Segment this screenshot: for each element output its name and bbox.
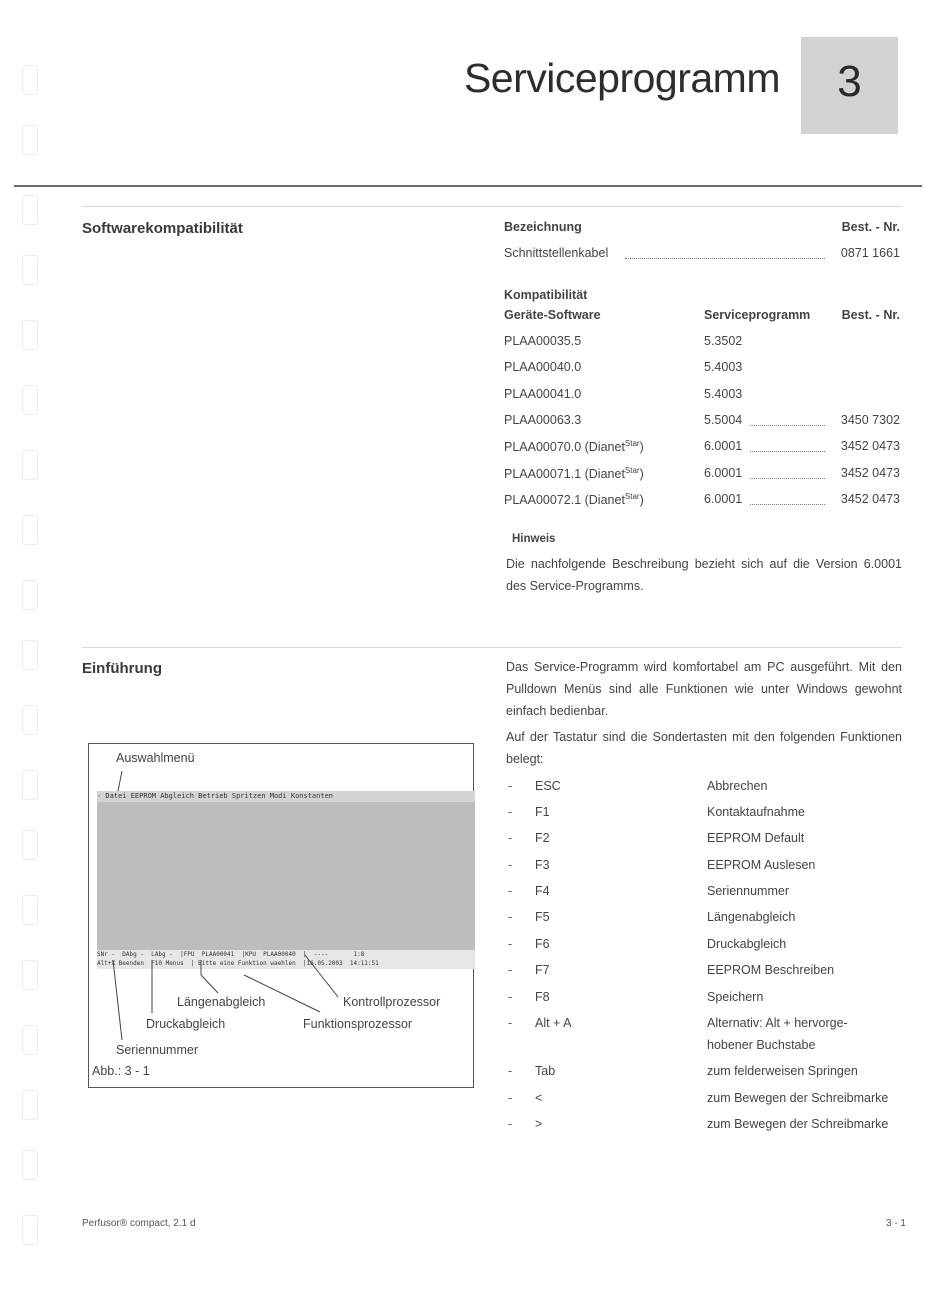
key-description: zum Bewegen der Schreibmarke [707,1117,889,1131]
row-software: PLAA00041.0 [504,387,582,401]
key-description: EEPROM Beschreiben [707,963,835,977]
list-dash: - [508,805,513,819]
list-dash: - [508,990,513,1004]
row-number: 3452 0473 [840,466,900,480]
row-number: 3452 0473 [840,492,900,506]
key-name: F5 [535,910,550,924]
label-funktionsprozessor: Funktionsprozessor [303,1017,413,1031]
list-dash: - [508,937,513,951]
list-dash: - [508,858,513,872]
key-name: F2 [535,831,550,845]
label-laengenabgleich: Längenabgleich [177,995,266,1009]
section-heading-compat: Softwarekompatibilität [82,220,243,237]
key-name: F8 [535,990,550,1004]
intro-paragraph-1: Das Service-Programm wird komfortabel am PC ausgeführt. Mit den Pulldown Menüs sind alle Funktionen wie unter Windows gewohnt einfach bedienbar. [506,660,902,718]
row-version: 6.0001 [704,466,743,480]
cable-number: 0871 1661 [840,246,900,260]
hint-text: Die nachfolgende Beschreibung bezieht sich auf die Version 6.0001 des Service-Programms. [506,557,902,593]
kompat-label: Kompatibilität [504,288,588,302]
row-number: 3452 0473 [840,439,900,453]
row-version: 5.4003 [704,360,743,374]
row-software: PLAA00072.1 (Dianet$^{Star}$) [504,492,644,508]
page-title: Serviceprogramm [463,55,780,101]
list-dash: - [508,1091,513,1105]
row-software: PLAA00035.5 [504,334,582,348]
col-header-bezeichnung: Bezeichnung [504,220,582,234]
leader-line [118,771,122,791]
list-dash: - [508,779,513,793]
list-dash: - [508,884,513,898]
key-name: F6 [535,937,550,951]
key-description: EEPROM Auslesen [707,858,816,872]
leader-line [244,975,320,1012]
leader-line [113,960,122,1040]
leader-line [201,975,218,993]
hint-title: Hinweis [512,533,556,545]
col-header-best-nr: Best. - Nr. [841,220,900,234]
list-dash: - [508,963,513,977]
key-description: Druckabgleich [707,937,787,951]
row-version: 6.0001 [704,439,743,453]
section-heading-intro: Einführung [82,660,162,677]
col-header-geraete: Geräte-Software [504,308,601,322]
key-name: Alt + A [535,1016,572,1030]
key-description: Kontaktaufnahme [707,805,805,819]
key-description: EEPROM Default [707,831,805,845]
col-header-best-nr-2: Best. - Nr. [841,308,900,322]
row-software: PLAA00070.0 (Dianet$^{Star}$) [504,439,644,455]
row-software: PLAA00040.0 [504,360,582,374]
list-dash: - [508,1117,513,1131]
label-seriennummer: Seriennummer [116,1043,198,1057]
key-description: Speichern [707,990,764,1004]
footer-page-number: 3 - 1 [885,1218,906,1229]
chapter-number: 3 [837,57,862,106]
key-description: zum Bewegen der Schreibmarke [707,1091,889,1105]
key-name: ESC [535,779,561,793]
key-name: > [535,1117,543,1131]
program-menubar: - Datei EEPROM Abgleich Betrieb Spritzen Modi Konstanten [97,791,475,802]
row-version: 5.3502 [704,334,743,348]
key-name: F1 [535,805,550,819]
row-number: 3450 7302 [840,413,900,427]
row-software: PLAA00071.1 (Dianet$^{Star}$) [504,466,644,482]
label-druckabgleich: Druckabgleich [146,1017,226,1031]
list-dash: - [508,910,513,924]
key-description: Längenabgleich [707,910,796,924]
label-kontrollprozessor: Kontrollprozessor [343,995,441,1009]
row-software: PLAA00063.3 [504,413,582,427]
footer-product: Perfusor® compact, 2.1 d [82,1218,196,1229]
status-line: Alt+X Beenden F10 Menus | Bitte eine Funktion waehlen |16.05.2003 14:11:51 [97,960,379,967]
status-line: SNr - DAbg - LAbg - |FPU PLAA00041 |KPU PLAA00040 | ---- 1:8 [97,951,365,958]
key-description-cont: hobener Buchstabe [707,1038,816,1052]
row-version: 5.5004 [704,413,743,427]
key-name: F7 [535,963,550,977]
leader-line [305,955,338,997]
key-name: F4 [535,884,550,898]
col-header-serviceprogramm: Serviceprogramm [704,308,811,322]
key-description: zum felderweisen Springen [707,1064,858,1078]
intro-paragraph-2: Auf der Tastatur sind die Sondertasten mit den folgenden Funktionen belegt: [506,730,902,766]
list-dash: - [508,831,513,845]
key-description: Alternativ: Alt + hervorge- [707,1016,848,1030]
key-name: F3 [535,858,550,872]
key-name: < [535,1091,543,1105]
figure-caption: Abb.: 3 - 1 [92,1064,150,1078]
list-dash: - [508,1016,513,1030]
label-auswahlmenue: Auswahlmenü [116,751,195,765]
key-name: Tab [535,1064,556,1078]
list-dash: - [508,1064,513,1078]
key-description: Abbrechen [707,779,768,793]
row-version: 5.4003 [704,387,743,401]
cable-label: Schnittstellenkabel [504,246,609,260]
row-version: 6.0001 [704,492,743,506]
key-description: Seriennummer [707,884,789,898]
